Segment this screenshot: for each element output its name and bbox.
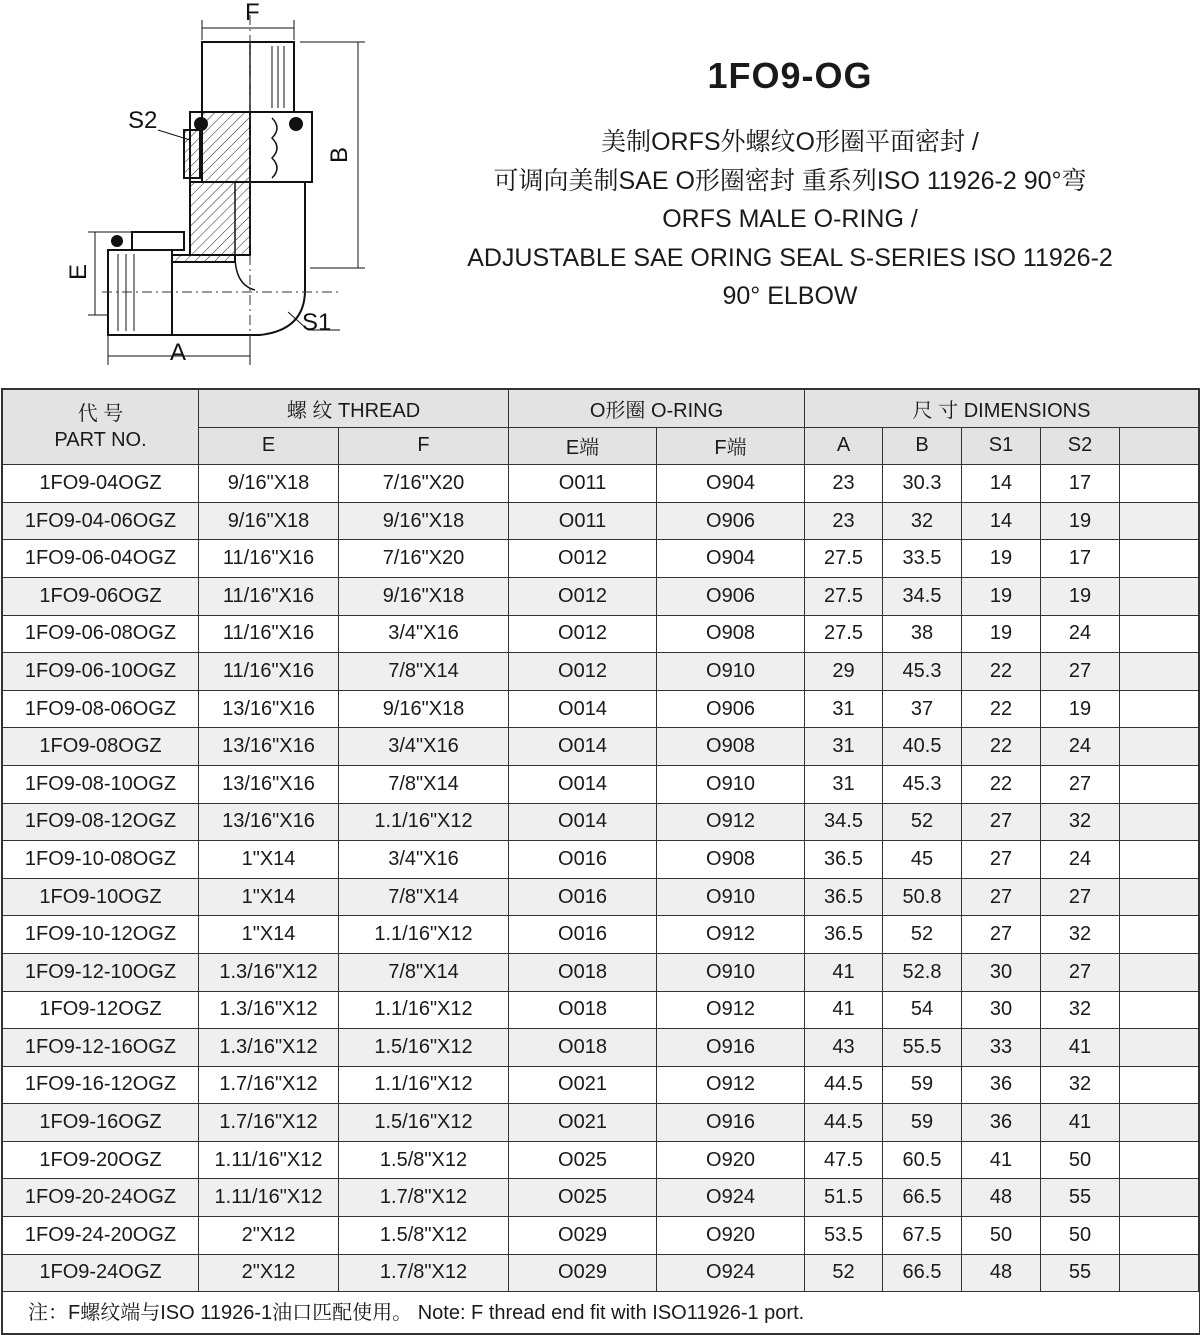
cell-dim-b: 37 <box>883 690 962 728</box>
cell-thread-f: 7/8"X14 <box>339 765 509 803</box>
description-line-4: ADJUSTABLE SAE ORING SEAL S-SERIES ISO 11926-2 <box>467 243 1113 272</box>
footnote: 注：F螺纹端与ISO 11926-1油口匹配使用。 Note: F thread end fit with ISO11926-1 port. <box>28 1302 805 1324</box>
cell-dim-a: 52 <box>805 1254 883 1292</box>
header-A: A <box>805 427 883 465</box>
cell-thread-e: 11/16"X16 <box>199 615 339 653</box>
cell-oring-e: O018 <box>509 991 657 1029</box>
cell-dim-s1: 19 <box>962 577 1041 615</box>
table-row <box>3 1217 1199 1255</box>
cell-blank <box>1120 728 1199 766</box>
table-row <box>3 728 1199 766</box>
cell-dim-a: 34.5 <box>805 803 883 841</box>
cell-blank <box>1120 1179 1199 1217</box>
cell-dim-b: 40.5 <box>883 728 962 766</box>
cell-dim-a: 47.5 <box>805 1141 883 1179</box>
cell-dim-s1: 22 <box>962 653 1041 691</box>
cell-dim-s2: 32 <box>1041 916 1120 954</box>
cell-dim-s2: 27 <box>1041 653 1120 691</box>
header-thread: 螺 纹 THREAD <box>199 390 509 428</box>
cell-oring-e: O011 <box>509 502 657 540</box>
cell-thread-f: 7/16"X20 <box>339 540 509 578</box>
cell-part-no: 1FO9-08OGZ <box>3 728 199 766</box>
cell-thread-e: 11/16"X16 <box>199 540 339 578</box>
cell-blank <box>1120 502 1199 540</box>
cell-part-no: 1FO9-06-04OGZ <box>3 540 199 578</box>
cell-dim-s1: 30 <box>962 953 1041 991</box>
header-F-end: F端 <box>657 427 805 465</box>
cell-dim-b: 52 <box>883 916 962 954</box>
cell-thread-e: 1.3/16"X12 <box>199 991 339 1029</box>
cell-dim-s2: 55 <box>1041 1179 1120 1217</box>
header-E: E <box>199 427 339 465</box>
header-S1: S1 <box>962 427 1041 465</box>
cell-dim-s2: 55 <box>1041 1254 1120 1292</box>
cell-part-no: 1FO9-20-24OGZ <box>3 1179 199 1217</box>
spec-table <box>2 389 1199 1292</box>
cell-dim-b: 45.3 <box>883 653 962 691</box>
cell-oring-e: O016 <box>509 878 657 916</box>
cell-part-no: 1FO9-10-08OGZ <box>3 841 199 879</box>
cell-thread-e: 1"X14 <box>199 878 339 916</box>
cell-dim-a: 23 <box>805 502 883 540</box>
cell-thread-e: 1.11/16"X12 <box>199 1141 339 1179</box>
cell-thread-f: 9/16"X18 <box>339 502 509 540</box>
cell-dim-b: 52.8 <box>883 953 962 991</box>
header-oring: O形圈 O-RING <box>509 390 805 428</box>
cell-dim-b: 38 <box>883 615 962 653</box>
cell-thread-f: 1.5/8"X12 <box>339 1141 509 1179</box>
cell-dim-b: 55.5 <box>883 1029 962 1067</box>
table-row <box>3 991 1199 1029</box>
table-row <box>3 577 1199 615</box>
cell-dim-s2: 24 <box>1041 841 1120 879</box>
cell-blank <box>1120 991 1199 1029</box>
description-line-2: 可调向美制SAE O形圈密封 重系列ISO 11926-2 90°弯 <box>493 166 1087 195</box>
cell-dim-s1: 22 <box>962 728 1041 766</box>
label-F: F <box>245 0 260 26</box>
cell-blank <box>1120 878 1199 916</box>
cell-dim-a: 36.5 <box>805 878 883 916</box>
cell-dim-s1: 19 <box>962 540 1041 578</box>
cell-dim-s1: 22 <box>962 765 1041 803</box>
cell-dim-b: 59 <box>883 1066 962 1104</box>
cell-oring-f: O912 <box>657 1066 805 1104</box>
cell-blank <box>1120 765 1199 803</box>
cell-blank <box>1120 1141 1199 1179</box>
cell-dim-s2: 24 <box>1041 728 1120 766</box>
cell-dim-s2: 27 <box>1041 953 1120 991</box>
cell-oring-f: O912 <box>657 991 805 1029</box>
table-row <box>3 841 1199 879</box>
header-part-en: PART NO. <box>54 429 147 452</box>
cell-dim-a: 41 <box>805 991 883 1029</box>
table-row <box>3 765 1199 803</box>
cell-thread-f: 3/4"X16 <box>339 841 509 879</box>
table-row <box>3 878 1199 916</box>
cell-dim-s1: 36 <box>962 1066 1041 1104</box>
cell-dim-a: 27.5 <box>805 540 883 578</box>
cell-thread-e: 11/16"X16 <box>199 577 339 615</box>
cell-oring-f: O920 <box>657 1141 805 1179</box>
cell-oring-f: O910 <box>657 765 805 803</box>
cell-blank <box>1120 803 1199 841</box>
header-S2: S2 <box>1041 427 1120 465</box>
cell-oring-e: O018 <box>509 1029 657 1067</box>
cell-oring-e: O029 <box>509 1254 657 1292</box>
cell-oring-e: O025 <box>509 1141 657 1179</box>
cell-dim-s2: 27 <box>1041 878 1120 916</box>
cell-part-no: 1FO9-12-16OGZ <box>3 1029 199 1067</box>
cell-oring-e: O012 <box>509 615 657 653</box>
cell-dim-s2: 32 <box>1041 803 1120 841</box>
cell-dim-a: 27.5 <box>805 615 883 653</box>
cell-dim-a: 36.5 <box>805 841 883 879</box>
cell-part-no: 1FO9-04OGZ <box>3 465 199 503</box>
cell-thread-e: 1"X14 <box>199 841 339 879</box>
cell-dim-b: 59 <box>883 1104 962 1142</box>
cell-dim-b: 50.8 <box>883 878 962 916</box>
table-row <box>3 916 1199 954</box>
label-A: A <box>170 339 187 366</box>
cell-dim-s2: 17 <box>1041 540 1120 578</box>
cell-oring-f: O912 <box>657 916 805 954</box>
table-row <box>3 1141 1199 1179</box>
cell-thread-f: 1.7/8"X12 <box>339 1254 509 1292</box>
cell-dim-s1: 33 <box>962 1029 1041 1067</box>
table-row <box>3 1066 1199 1104</box>
cell-oring-e: O014 <box>509 690 657 728</box>
cell-dim-b: 52 <box>883 803 962 841</box>
cell-part-no: 1FO9-20OGZ <box>3 1141 199 1179</box>
cell-blank <box>1120 615 1199 653</box>
cell-thread-e: 13/16"X16 <box>199 728 339 766</box>
cell-thread-e: 1.11/16"X12 <box>199 1179 339 1217</box>
cell-blank <box>1120 841 1199 879</box>
cell-oring-e: O016 <box>509 916 657 954</box>
cell-thread-f: 1.1/16"X12 <box>339 991 509 1029</box>
cell-oring-f: O910 <box>657 878 805 916</box>
header-part-no <box>3 390 199 465</box>
cell-dim-s1: 36 <box>962 1104 1041 1142</box>
cell-oring-f: O912 <box>657 803 805 841</box>
cell-blank <box>1120 916 1199 954</box>
cell-thread-f: 9/16"X18 <box>339 690 509 728</box>
cell-dim-s2: 32 <box>1041 991 1120 1029</box>
table-row <box>3 953 1199 991</box>
cell-dim-b: 66.5 <box>883 1254 962 1292</box>
cell-thread-f: 1.5/16"X12 <box>339 1029 509 1067</box>
cell-dim-s1: 50 <box>962 1217 1041 1255</box>
spec-table-body <box>3 465 1199 1292</box>
cell-dim-s2: 27 <box>1041 765 1120 803</box>
cell-dim-a: 31 <box>805 728 883 766</box>
cell-dim-a: 31 <box>805 690 883 728</box>
label-S1: S1 <box>302 309 332 336</box>
product-code: 1FO9-OG <box>707 55 873 96</box>
cell-blank <box>1120 953 1199 991</box>
cell-part-no: 1FO9-04-06OGZ <box>3 502 199 540</box>
cell-oring-e: O014 <box>509 765 657 803</box>
cell-dim-s2: 17 <box>1041 465 1120 503</box>
table-row <box>3 1179 1199 1217</box>
cell-oring-f: O906 <box>657 577 805 615</box>
cell-dim-s2: 19 <box>1041 502 1120 540</box>
table-row <box>3 803 1199 841</box>
cell-oring-e: O021 <box>509 1104 657 1142</box>
cell-blank <box>1120 1104 1199 1142</box>
table-row <box>3 690 1199 728</box>
cell-thread-e: 9/16"X18 <box>199 465 339 503</box>
cell-oring-f: O924 <box>657 1179 805 1217</box>
cell-oring-f: O908 <box>657 841 805 879</box>
cell-dim-s1: 14 <box>962 465 1041 503</box>
cell-thread-e: 1.7/16"X12 <box>199 1066 339 1104</box>
cell-part-no: 1FO9-10-12OGZ <box>3 916 199 954</box>
cell-dim-a: 44.5 <box>805 1104 883 1142</box>
header-B: B <box>883 427 962 465</box>
cell-blank <box>1120 1029 1199 1067</box>
cell-dim-b: 30.3 <box>883 465 962 503</box>
cell-thread-e: 13/16"X16 <box>199 803 339 841</box>
cell-blank <box>1120 653 1199 691</box>
cell-oring-e: O014 <box>509 728 657 766</box>
cell-dim-s2: 50 <box>1041 1141 1120 1179</box>
cell-dim-b: 54 <box>883 991 962 1029</box>
cell-part-no: 1FO9-06-10OGZ <box>3 653 199 691</box>
cell-thread-f: 7/16"X20 <box>339 465 509 503</box>
table-row <box>3 653 1199 691</box>
cell-part-no: 1FO9-08-12OGZ <box>3 803 199 841</box>
cell-thread-e: 9/16"X18 <box>199 502 339 540</box>
cell-part-no: 1FO9-08-10OGZ <box>3 765 199 803</box>
cell-dim-b: 33.5 <box>883 540 962 578</box>
cell-dim-s1: 27 <box>962 916 1041 954</box>
cell-thread-f: 9/16"X18 <box>339 577 509 615</box>
cell-oring-e: O012 <box>509 653 657 691</box>
cell-oring-e: O012 <box>509 540 657 578</box>
cell-dim-b: 45.3 <box>883 765 962 803</box>
cell-dim-s2: 50 <box>1041 1217 1120 1255</box>
cell-thread-f: 1.1/16"X12 <box>339 916 509 954</box>
cell-oring-f: O916 <box>657 1029 805 1067</box>
cell-part-no: 1FO9-12-10OGZ <box>3 953 199 991</box>
cell-dim-a: 41 <box>805 953 883 991</box>
table-row <box>3 502 1199 540</box>
fitting-drawing <box>40 0 380 375</box>
header-F: F <box>339 427 509 465</box>
cell-dim-b: 66.5 <box>883 1179 962 1217</box>
cell-part-no: 1FO9-10OGZ <box>3 878 199 916</box>
cell-blank <box>1120 1066 1199 1104</box>
table-row <box>3 465 1199 503</box>
cell-oring-f: O908 <box>657 728 805 766</box>
cell-dim-s1: 27 <box>962 841 1041 879</box>
cell-dim-a: 51.5 <box>805 1179 883 1217</box>
cell-dim-a: 36.5 <box>805 916 883 954</box>
cell-thread-e: 2"X12 <box>199 1217 339 1255</box>
cell-dim-a: 44.5 <box>805 1066 883 1104</box>
cell-oring-e: O012 <box>509 577 657 615</box>
cell-dim-s1: 19 <box>962 615 1041 653</box>
cell-dim-s1: 27 <box>962 878 1041 916</box>
cell-part-no: 1FO9-24-20OGZ <box>3 1217 199 1255</box>
cell-dim-s2: 41 <box>1041 1029 1120 1067</box>
cell-oring-e: O014 <box>509 803 657 841</box>
cell-oring-f: O924 <box>657 1254 805 1292</box>
cell-thread-f: 7/8"X14 <box>339 653 509 691</box>
table-row <box>3 1029 1199 1067</box>
cell-blank <box>1120 465 1199 503</box>
cell-thread-e: 2"X12 <box>199 1254 339 1292</box>
cell-oring-f: O920 <box>657 1217 805 1255</box>
cell-dim-b: 32 <box>883 502 962 540</box>
cell-dim-s2: 32 <box>1041 1066 1120 1104</box>
cell-oring-f: O916 <box>657 1104 805 1142</box>
cell-dim-b: 60.5 <box>883 1141 962 1179</box>
description-line-1: 美制ORFS外螺纹O形圈平面密封 / <box>601 128 979 156</box>
cell-part-no: 1FO9-16OGZ <box>3 1104 199 1142</box>
cell-dim-b: 67.5 <box>883 1217 962 1255</box>
cell-dim-b: 34.5 <box>883 577 962 615</box>
cell-thread-f: 1.1/16"X12 <box>339 803 509 841</box>
cell-oring-f: O906 <box>657 502 805 540</box>
title-block <box>395 55 1185 316</box>
cell-oring-e: O016 <box>509 841 657 879</box>
cell-oring-f: O910 <box>657 953 805 991</box>
table-row <box>3 615 1199 653</box>
label-B: B <box>326 146 353 163</box>
cell-part-no: 1FO9-06-08OGZ <box>3 615 199 653</box>
cell-dim-s1: 41 <box>962 1141 1041 1179</box>
cell-oring-e: O029 <box>509 1217 657 1255</box>
cell-dim-s2: 24 <box>1041 615 1120 653</box>
cell-dim-a: 23 <box>805 465 883 503</box>
header-E-end: E端 <box>509 427 657 465</box>
cell-dim-a: 27.5 <box>805 577 883 615</box>
cell-blank <box>1120 690 1199 728</box>
cell-thread-e: 13/16"X16 <box>199 690 339 728</box>
cell-oring-f: O904 <box>657 540 805 578</box>
cell-dim-s1: 22 <box>962 690 1041 728</box>
cell-thread-f: 7/8"X14 <box>339 953 509 991</box>
cell-thread-e: 1.7/16"X12 <box>199 1104 339 1142</box>
cell-dim-a: 31 <box>805 765 883 803</box>
header-dimensions: 尺 寸 DIMENSIONS <box>805 390 1199 428</box>
cell-dim-s1: 48 <box>962 1254 1041 1292</box>
cell-thread-e: 11/16"X16 <box>199 653 339 691</box>
cell-dim-s2: 41 <box>1041 1104 1120 1142</box>
description-line-3: ORFS MALE O-RING / <box>662 205 918 233</box>
cell-thread-e: 13/16"X16 <box>199 765 339 803</box>
cell-dim-s1: 27 <box>962 803 1041 841</box>
cell-thread-f: 1.7/8"X12 <box>339 1179 509 1217</box>
cell-blank <box>1120 577 1199 615</box>
cell-part-no: 1FO9-24OGZ <box>3 1254 199 1292</box>
cell-dim-s2: 19 <box>1041 690 1120 728</box>
description-line-5: 90° ELBOW <box>722 282 858 310</box>
cell-blank <box>1120 1217 1199 1255</box>
cell-oring-e: O021 <box>509 1066 657 1104</box>
cell-thread-e: 1"X14 <box>199 916 339 954</box>
cell-oring-e: O025 <box>509 1179 657 1217</box>
cell-dim-s1: 30 <box>962 991 1041 1029</box>
cell-dim-a: 43 <box>805 1029 883 1067</box>
cell-part-no: 1FO9-08-06OGZ <box>3 690 199 728</box>
cell-oring-e: O011 <box>509 465 657 503</box>
cell-oring-f: O904 <box>657 465 805 503</box>
table-row <box>3 1254 1199 1292</box>
cell-part-no: 1FO9-12OGZ <box>3 991 199 1029</box>
cell-thread-e: 1.3/16"X12 <box>199 1029 339 1067</box>
cell-dim-a: 29 <box>805 653 883 691</box>
cell-thread-e: 1.3/16"X12 <box>199 953 339 991</box>
cell-blank <box>1120 540 1199 578</box>
cell-dim-s1: 14 <box>962 502 1041 540</box>
cell-thread-f: 7/8"X14 <box>339 878 509 916</box>
cell-thread-f: 1.1/16"X12 <box>339 1066 509 1104</box>
cell-dim-s1: 48 <box>962 1179 1041 1217</box>
cell-oring-f: O910 <box>657 653 805 691</box>
table-row <box>3 540 1199 578</box>
cell-part-no: 1FO9-06OGZ <box>3 577 199 615</box>
cell-thread-f: 3/4"X16 <box>339 728 509 766</box>
cell-oring-f: O906 <box>657 690 805 728</box>
cell-dim-b: 45 <box>883 841 962 879</box>
cell-blank <box>1120 1254 1199 1292</box>
cell-oring-e: O018 <box>509 953 657 991</box>
header-blank <box>1120 427 1199 465</box>
cell-dim-a: 53.5 <box>805 1217 883 1255</box>
cell-part-no: 1FO9-16-12OGZ <box>3 1066 199 1104</box>
label-E: E <box>65 263 92 280</box>
cell-oring-f: O908 <box>657 615 805 653</box>
label-S2: S2 <box>128 107 158 134</box>
cell-thread-f: 3/4"X16 <box>339 615 509 653</box>
header-part-cn: 代 号 <box>77 403 124 426</box>
cell-thread-f: 1.5/16"X12 <box>339 1104 509 1142</box>
cell-dim-s2: 19 <box>1041 577 1120 615</box>
table-row <box>3 1104 1199 1142</box>
cell-thread-f: 1.5/8"X12 <box>339 1217 509 1255</box>
